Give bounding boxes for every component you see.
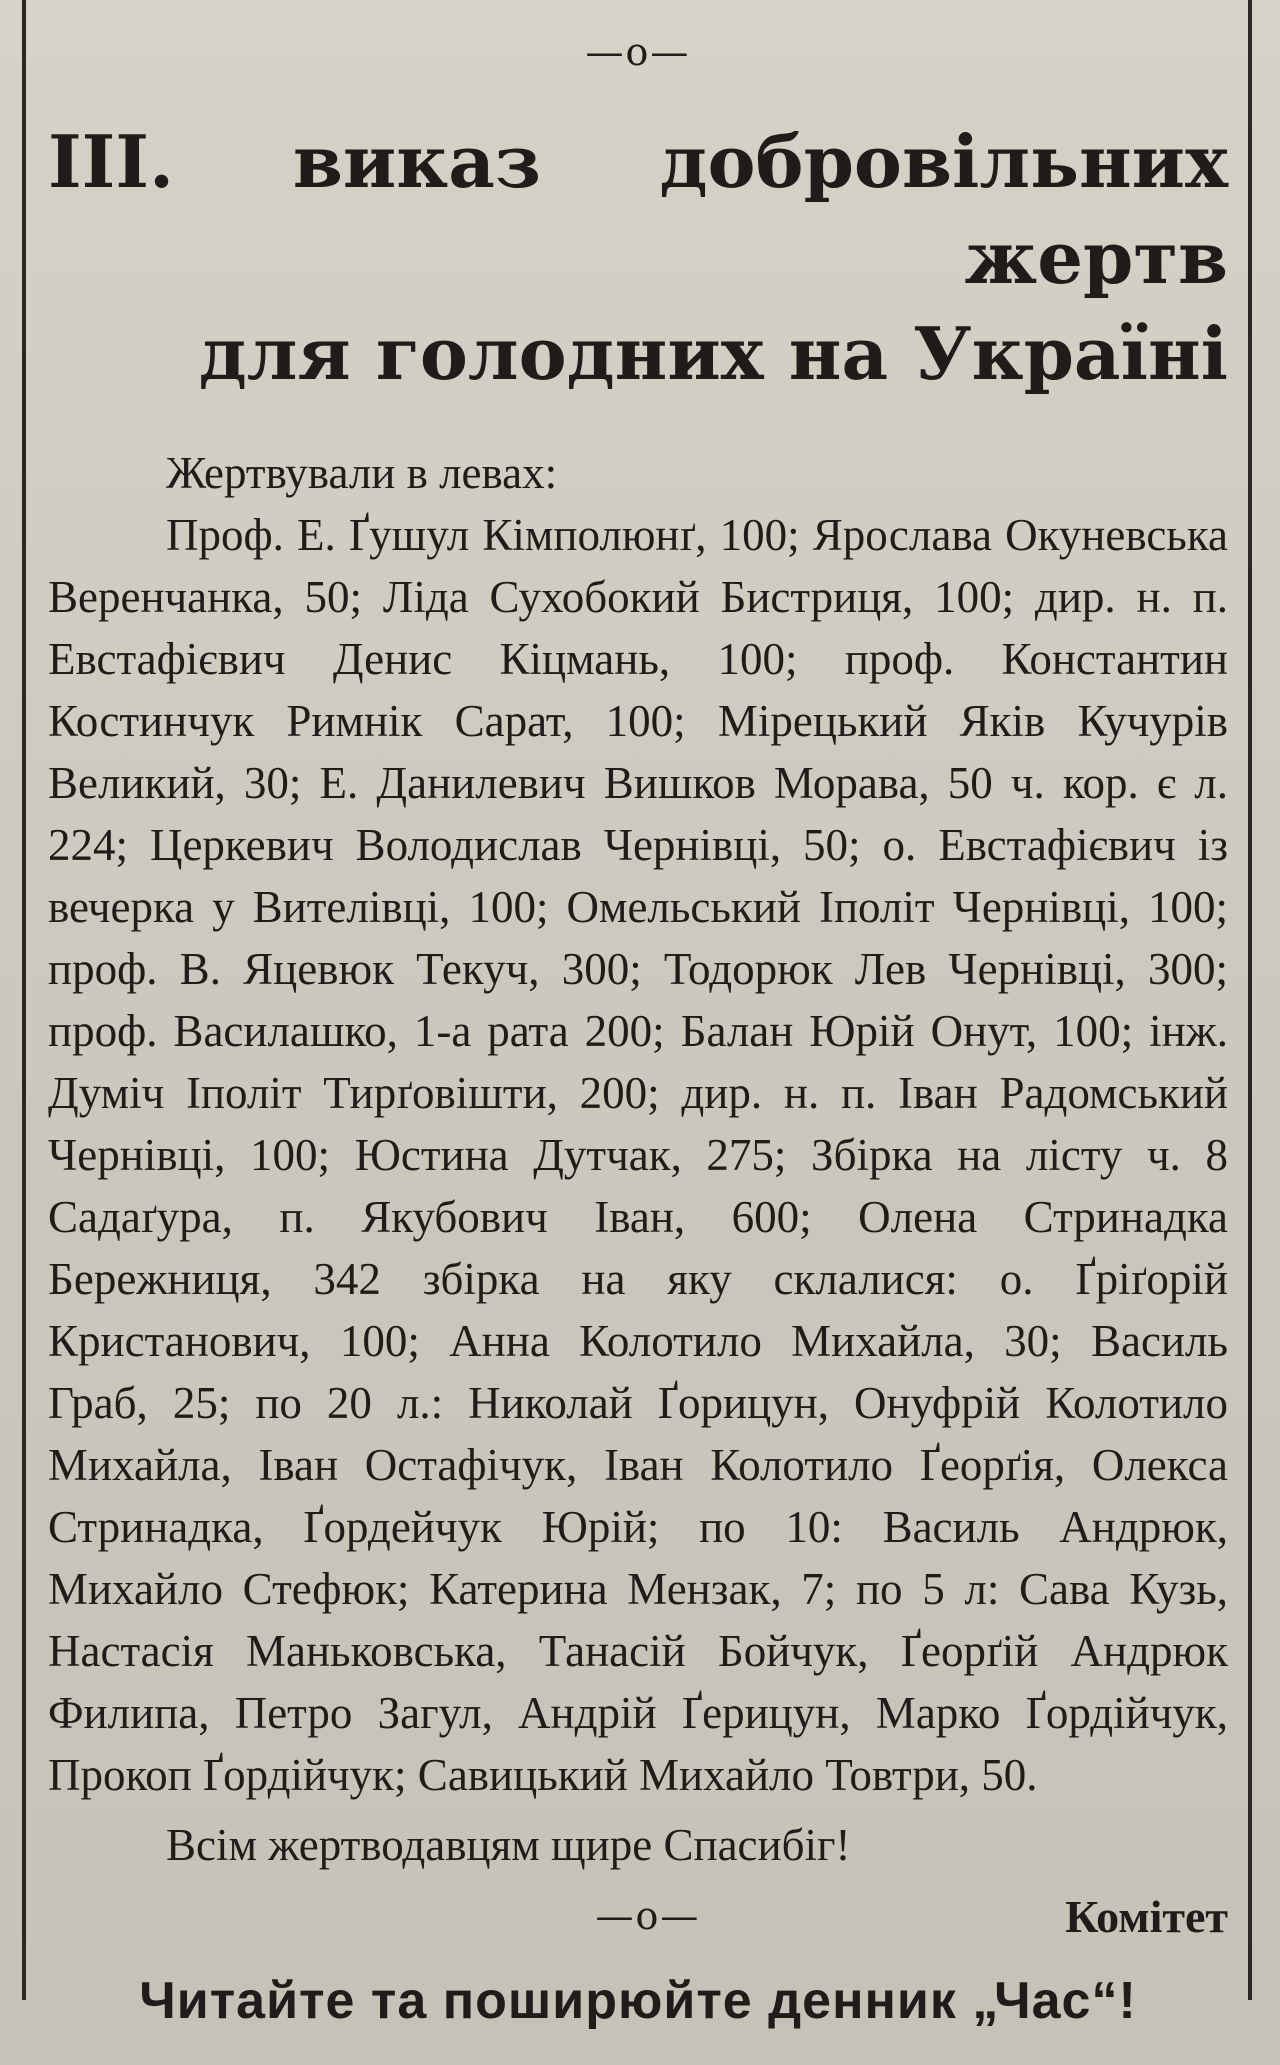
right-column-rule: [1248, 0, 1252, 2000]
top-separator: —o—: [585, 30, 691, 74]
article-headline: [48, 114, 1228, 402]
donations-intro: Жертвували в левах:: [166, 448, 558, 498]
left-column-rule: [22, 0, 26, 2000]
thanks-line: Всім жертводавцям щире Спасибіг!: [166, 1820, 851, 1870]
headline-line-1: III. виказ добровільних жертв: [48, 119, 1228, 300]
committee-signature: Комітет: [1065, 1891, 1228, 1942]
newspaper-slogan: Читайте та поширюйте денник „Час“!: [139, 1972, 1137, 2030]
bottom-separator: —o—: [595, 1894, 701, 1938]
headline-line-2: для голодних на Україні: [198, 311, 1228, 396]
article-column: [48, 30, 1228, 2036]
signature-row: [48, 1886, 1228, 1950]
donor-list-paragraph: Проф. Е. Ґушул Кімполюнґ, 100; Ярослава Окуневська Веренчанка, 50; Ліда Сухобокий Бистриця, 100; дир. н. п. Евстафієвич Денис Кіцмань, 100; проф. Константин Костинчук Римнік Сарат, 100; Мірецький Яків Кучурів Великий, 30; Е. Данилевич Вишков Морава, 50 ч. кор. є л. 224; Церкевич Володислав Чернівці, 50; о. Евстафієвич із вечерка у Вителівці, 100; Омельський Іполіт Чернівці, 100; проф. В. Яцевюк Текуч, 300; Тодорюк Лев Чернівці, 300; проф. Василашко, 1-а рата 200; Балан Юрій Онут, 100; інж. Думіч Іполіт Тирґовішти, 200; дир. н. п. Іван Радомський Чернівці, 100; Юстина Дутчак, 275; Збірка на лісту ч. 8 Садаґура, п. Якубович Іван, 600; Олена Стринадка Бережниця, 342 збірка на яку склалися: о. Ґріґорій Кристанович, 100; Анна Колотило Михайла, 30; Василь Граб, 25; по 20 л.: Николай Ґорицун, Онуфрій Колотило Михайла, Іван Остафічук, Іван Колотило Ґеорґія, Олекса Стринадка, Ґордейчук Юрій; по 10: Василь Андрюк, Михайло Стефюк; Катерина Мензак, 7; по 5 л: Сава Кузь, Настасія Маньковська, Танасій Бойчук, Ґеорґій Андрюк Филипа, Петро Загул, Андрій Ґерицун, Марко Ґордійчук, Прокоп Ґордійчук; Савицький Михайло Товтри, 50.: [48, 510, 1228, 1800]
